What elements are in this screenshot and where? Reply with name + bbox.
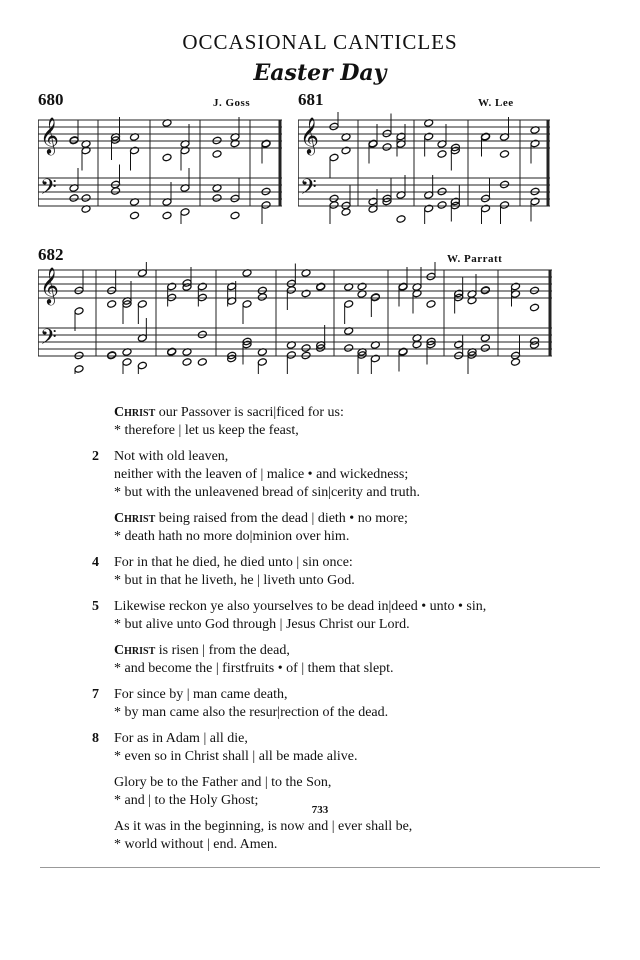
note-head	[370, 293, 380, 302]
treble-clef-icon: 𝄞	[40, 116, 59, 154]
chant-composer-680: J. Goss	[213, 97, 251, 109]
note-head	[437, 201, 447, 210]
verse-text: Not with old leaven,	[114, 449, 229, 464]
music-score-680	[38, 112, 282, 224]
note-head	[286, 286, 296, 295]
verse	[92, 730, 612, 766]
verse-text: For since by | man came death,	[114, 687, 288, 702]
footer-rule	[40, 867, 600, 868]
verse-text: is risen | from the dead,	[155, 643, 290, 658]
verse-line	[92, 510, 612, 528]
verse-text: * even so in Christ shall | all be made alive.	[114, 749, 358, 764]
verse-line	[92, 528, 612, 546]
verse-text: our Passover is sacri|ficed for us:	[155, 405, 344, 420]
note-head	[180, 208, 190, 217]
verse-number: 7	[92, 687, 99, 702]
note-head	[437, 150, 447, 159]
note-head	[81, 194, 91, 203]
treble-clef-icon: 𝄞	[300, 116, 319, 154]
note-head	[261, 201, 271, 210]
note-head	[286, 351, 296, 360]
note-head	[212, 194, 222, 203]
verse-line	[92, 818, 612, 836]
bass-clef-icon: 𝄢	[40, 325, 57, 355]
music-score-681	[298, 112, 550, 224]
verse-line	[92, 704, 612, 722]
verse-text: neither with the leaven of | malice • and wickedness;	[114, 467, 409, 482]
note-head	[329, 201, 339, 210]
note-head	[107, 351, 117, 360]
note-head	[242, 300, 252, 309]
note-head	[182, 358, 192, 367]
note-head	[511, 358, 521, 367]
note-head	[530, 303, 540, 312]
verse-text: * world without | end. Amen.	[114, 837, 278, 852]
verse-text: As it was in the beginning, is now and | ever shall be,	[114, 819, 413, 834]
verse-text: * and become the | firstfruits • of | them that slept.	[114, 661, 394, 676]
verse-lead-word: Christ	[114, 511, 156, 526]
note-head	[257, 293, 267, 302]
verse-text: * by man came also the resur|rection of the dead.	[114, 705, 389, 720]
verse-line	[92, 466, 612, 484]
verse-line	[92, 774, 612, 792]
note-head	[137, 361, 147, 370]
verse-text: * death hath no more do|minion over him.	[114, 529, 350, 544]
verse-line	[92, 598, 612, 616]
treble-clef-icon: 𝄞	[40, 266, 59, 304]
page-title: OCCASIONAL CANTICLES	[182, 30, 458, 54]
page-number: 733	[311, 804, 329, 816]
verse-line	[92, 730, 612, 748]
note-head	[197, 358, 207, 367]
note-head	[382, 143, 392, 152]
bass-clef-icon: 𝄢	[300, 175, 317, 205]
verse-lead-word: Christ	[114, 643, 156, 658]
note-head	[107, 300, 117, 309]
verse-line	[92, 748, 612, 766]
verse-line	[92, 836, 612, 854]
note-head	[162, 153, 172, 162]
note-head	[301, 344, 311, 353]
verse-line	[92, 404, 612, 422]
note-head	[329, 153, 339, 162]
verse-text: * therefore | let us keep the feast,	[114, 423, 299, 438]
verse	[92, 510, 612, 546]
verse-number: 4	[92, 555, 99, 570]
verse	[92, 686, 612, 722]
verse-text: For as in Adam | all die,	[114, 731, 248, 746]
bass-clef-icon: 𝄢	[40, 175, 57, 205]
note-head	[396, 215, 406, 224]
verse-line	[92, 572, 612, 590]
note-head	[480, 344, 490, 353]
verse-line	[92, 422, 612, 440]
note-head	[122, 358, 132, 367]
verse-lead-word: Christ	[114, 405, 156, 420]
verse-text: * but alive unto God through | Jesus Christ our Lord.	[114, 617, 410, 632]
verse-number: 8	[92, 731, 99, 746]
verse	[92, 554, 612, 590]
note-head	[69, 194, 79, 203]
note-head	[426, 300, 436, 309]
section-subtitle: Easter Day	[253, 60, 387, 86]
note-head	[341, 208, 351, 217]
verse	[92, 642, 612, 678]
verse-text: For in that he died, he died unto | sin once:	[114, 555, 353, 570]
verse-text: Likewise reckon ye also yourselves to be dead in|deed • unto • sin,	[114, 599, 487, 614]
note-head	[74, 365, 84, 374]
note-head	[130, 211, 140, 220]
note-head	[500, 201, 510, 210]
chant-number-681: 681	[298, 90, 324, 109]
verse-text: * but with the unleavened bread of sin|cerity and truth.	[114, 485, 421, 500]
chant-number-682: 682	[38, 245, 64, 264]
verse-line	[92, 642, 612, 660]
note-head	[162, 211, 172, 220]
verse	[92, 448, 612, 502]
verse	[92, 404, 612, 440]
verse	[92, 818, 612, 854]
note-head	[212, 150, 222, 159]
note-head	[74, 307, 84, 316]
music-score-682	[38, 262, 552, 374]
verse-line	[92, 484, 612, 502]
verse-line	[92, 686, 612, 704]
verse-number: 2	[92, 449, 99, 464]
verse-text: being raised from the dead | dieth • no more;	[155, 511, 408, 526]
canticle-text	[92, 404, 612, 862]
verse-text: * but in that he liveth, he | liveth unto God.	[114, 573, 355, 588]
verse-line	[92, 660, 612, 678]
note-head	[137, 300, 147, 309]
chant-number-680: 680	[38, 90, 64, 109]
verse-line	[92, 554, 612, 572]
verse-number: 5	[92, 599, 99, 614]
note-head	[344, 344, 354, 353]
verse-line	[92, 448, 612, 466]
note-head	[230, 211, 240, 220]
verse-text: Glory be to the Father and | to the Son,	[114, 775, 332, 790]
verse-line	[92, 616, 612, 634]
note-head	[500, 150, 510, 159]
verse	[92, 598, 612, 634]
note-head	[111, 187, 121, 196]
note-head	[480, 286, 490, 295]
note-head	[344, 300, 354, 309]
note-head	[69, 136, 79, 145]
chant-composer-681: W. Lee	[478, 97, 514, 109]
chant-composer-682: W. Parratt	[447, 253, 503, 265]
note-head	[257, 358, 267, 367]
verse-text: * and | to the Holy Ghost;	[114, 793, 259, 808]
